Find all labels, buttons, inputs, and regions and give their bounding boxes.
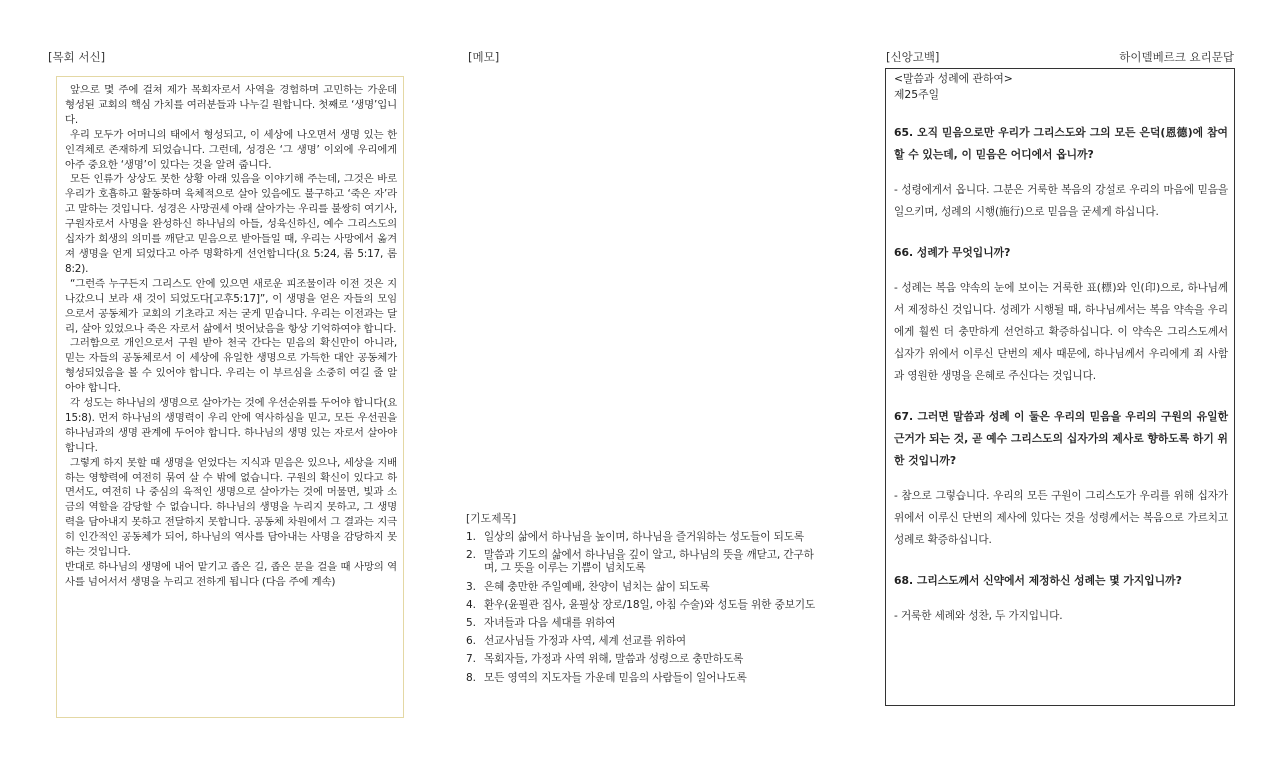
prayer-item-number: 1.: [466, 531, 476, 543]
prayer-item: [466, 531, 824, 544]
prayer-item: [466, 672, 824, 685]
catechism-answer: - 성령에게서 옵니다. 그분은 거룩한 복음의 강설로 우리의 마음에 믿음을 일으키며, 성례의 시행(施行)으로 믿음을 굳세게 하십니다.: [894, 184, 1228, 218]
catechism-week: 제25주일: [894, 88, 940, 101]
prayer-title: [기도제목]: [466, 512, 517, 525]
section-header-confession: [신앙고백]: [886, 50, 940, 64]
letter-paragraph: 반대로 하나님의 생명에 내어 맡기고 좁은 길, 좁은 문을 걸을 때 사망의 역사를 넘어서서 생명을 누리고 전하게 됩니다 (다음 주에 계속): [65, 561, 397, 588]
letter-paragraph: 우리 모두가 어머니의 태에서 형성되고, 이 세상에 나오면서 생명 있는 한 인격체로 존재하게 되었습니다. 그런데, 성경은 ‘그 생명’ 이외에 우리에게 아주 중요한 ‘생명’이 있다는 것을 알려 줍니다.: [65, 128, 397, 171]
prayer-list: [466, 531, 824, 685]
prayer-item: [466, 635, 824, 648]
catechism-question: 65. 오직 믿음으로만 우리가 그리스도와 그의 모든 은덕(恩德)에 참여할 수 있는데, 이 믿음은 어디에서 옵니까?: [894, 126, 1228, 161]
pastoral-letter-box: [56, 76, 404, 718]
prayer-item-number: 6.: [466, 635, 476, 648]
letter-paragraph: 모든 인류가 상상도 못한 상황 아래 있음을 이야기해 주는데, 그것은 바로 우리가 호흡하고 활동하며 육체적으로 살아 있음에도 불구하고 ‘죽은 자’라고 말하는 것입니다. 성경은 사망권세 아래 살아가는 우리를 불쌍히 여기사, 구원자로서 사명을 완성하신 하나님의 아들, 성육신하신, 예수 그리스도의 십자가 희생의 의미를 깨닫고 믿음으로 받아들일 때, 우리는 사망에서 옮겨져 생명을 얻게 되었다고 아주 명확하게 선언합니다(요 5:24, 롬 5:17, 롬 8:2).: [65, 173, 397, 275]
letter-paragraph: 각 성도는 하나님의 생명으로 살아가는 것에 우선순위를 두어야 합니다(요 15:8). 먼저 하나님의 생명력이 우리 안에 역사하심을 믿고, 모든 우선권을 하나님과의 생명 관계에 두어야 합니다. 하나님의 생명 있는 자로서 살아야 합니다.: [65, 397, 397, 454]
catechism-question: 68. 그리스도께서 신약에서 제정하신 성례는 몇 가지입니까?: [894, 574, 1182, 587]
prayer-item-number: 3.: [466, 580, 476, 593]
letter-paragraph: “그런즉 누구든지 그리스도 안에 있으면 새로운 피조물이라 이전 것은 지나갔으니 보라 새 것이 되었도다[고후5:17]”, 이 생명을 얻은 자들의 모임으로서 공동체가 교회의 기초라고 저는 굳게 믿습니다. 우리는 이전과는 달리, 살아 있었으나 죽은 자로서 삶에서 벗어났음을 항상 기억하여야 합니다.: [65, 277, 397, 335]
prayer-item-text: 목회자들, 가정과 사역 위해, 말씀과 성령으로 충만하도록: [484, 653, 744, 666]
prayer-item-text: 은혜 충만한 주일예배, 찬양이 넘치는 삶이 되도록: [484, 580, 710, 593]
prayer-requests: [466, 512, 824, 690]
letter-paragraph: 앞으로 몇 주에 걸쳐 제가 목회자로서 사역을 경험하며 고민하는 가운데 형성된 교회의 핵심 가치를 여러분들과 나누길 원합니다. 첫째로 ‘생명’입니다.: [65, 84, 397, 126]
prayer-item: [466, 581, 824, 594]
catechism-answer: - 참으로 그렇습니다. 우리의 모든 구원이 그리스도가 우리를 위해 십자가 위에서 이루신 단번의 제사에 있다는 것을 성령께서는 복음으로 가르치고 성례로 확증하십니다.: [894, 490, 1228, 546]
section-header-pastoral-letter: [목회 서신]: [48, 50, 106, 64]
prayer-item: [466, 599, 824, 612]
prayer-item-text: 말씀과 기도의 삶에서 하나님을 깊이 알고, 하나님의 뜻을 깨닫고, 간구하며, 그 뜻을 이루는 기쁨이 넘치도록: [484, 549, 814, 575]
prayer-item-number: 2.: [466, 549, 476, 562]
catechism-answer: - 성례는 복음 약속의 눈에 보이는 거룩한 표(標)와 인(印)으로, 하나님께서 제정하신 것입니다. 성례가 시행될 때, 하나님께서는 복음 약속을 우리에게 훨씬 더 충만하게 선언하고 확증하십니다. 이 약속은 그리스도께서 십자가 위에서 이루신 단번의 제사 때문에, 하나님께서 우리에게 죄 사함과 영원한 생명을 은혜로 주신다는 것입니다.: [894, 282, 1228, 382]
letter-paragraph: 그러함으로 개인으로서 구원 받아 천국 간다는 믿음의 확신만이 아니라, 믿는 자들의 공동체로서 이 세상에 유일한 생명으로 가득한 대안 공동체가 형성되었음을 볼 수 있어야 합니다. 우리는 이 부르심을 소중히 여길 줄 알아야 합니다.: [65, 337, 397, 395]
catechism-question: 67. 그러면 말씀과 성례 이 둘은 우리의 믿음을 우리의 구원의 유일한 근거가 되는 것, 곧 예수 그리스도의 십자가의 제사로 향하도록 하기 위한 것입니까?: [894, 410, 1228, 467]
prayer-item-text: 모든 영역의 지도자들 가운데 믿음의 사람들이 일어나도록: [484, 671, 747, 684]
prayer-item: [466, 617, 824, 630]
catechism-question: 66. 성례가 무엇입니까?: [894, 246, 1011, 259]
prayer-item: [466, 653, 824, 666]
prayer-item-text: 자녀들과 다음 세대를 위하여: [484, 617, 616, 630]
letter-paragraph: 그렇게 하지 못할 때 생명을 얻었다는 지식과 믿음은 있으나, 세상을 지배하는 영향력에 여전히 묶여 살 수 밖에 없습니다. 구원의 확신이 있다고 하면서도, 여전히 나 중심의 육적인 생명으로 살아가는 것에 머물면, 빛과 소금의 역할을 감당할 수 없습니다. 하나님의 생명을 누리지 못하고, 그 생명력을 담아내지 못하고 전달하지 못합니다. 공동체 차원에서 그 결과는 지극히 인간적인 공동체가 되어, 하나님의 역사를 담아내는 사명을 감당하지 못하는 것입니다.: [65, 456, 397, 559]
catechism-answer: - 거룩한 세례와 성찬, 두 가지입니다.: [894, 610, 1063, 622]
catechism-subtitle: <말씀과 성례에 관하여>: [894, 72, 1013, 85]
prayer-item: [466, 549, 824, 575]
section-header-memo: [메모]: [468, 50, 500, 64]
prayer-item-number: 5.: [466, 617, 476, 630]
catechism-box: [885, 68, 1235, 706]
catechism-source-title: 하이델베르크 요리문답: [1119, 50, 1234, 64]
prayer-item-number: 4.: [466, 598, 476, 611]
prayer-item-number: 7.: [466, 653, 476, 666]
prayer-item-text: 일상의 삶에서 하나님을 높이며, 하나님을 즐거워하는 성도들이 되도록: [484, 531, 805, 543]
prayer-item-text: 환우(윤필관 집사, 윤필상 장로/18일, 아침 수술)와 성도들 위한 중보기도: [484, 598, 816, 611]
prayer-item-number: 8.: [466, 671, 476, 684]
prayer-item-text: 선교사님들 가정과 사역, 세계 선교를 위하여: [484, 635, 687, 648]
